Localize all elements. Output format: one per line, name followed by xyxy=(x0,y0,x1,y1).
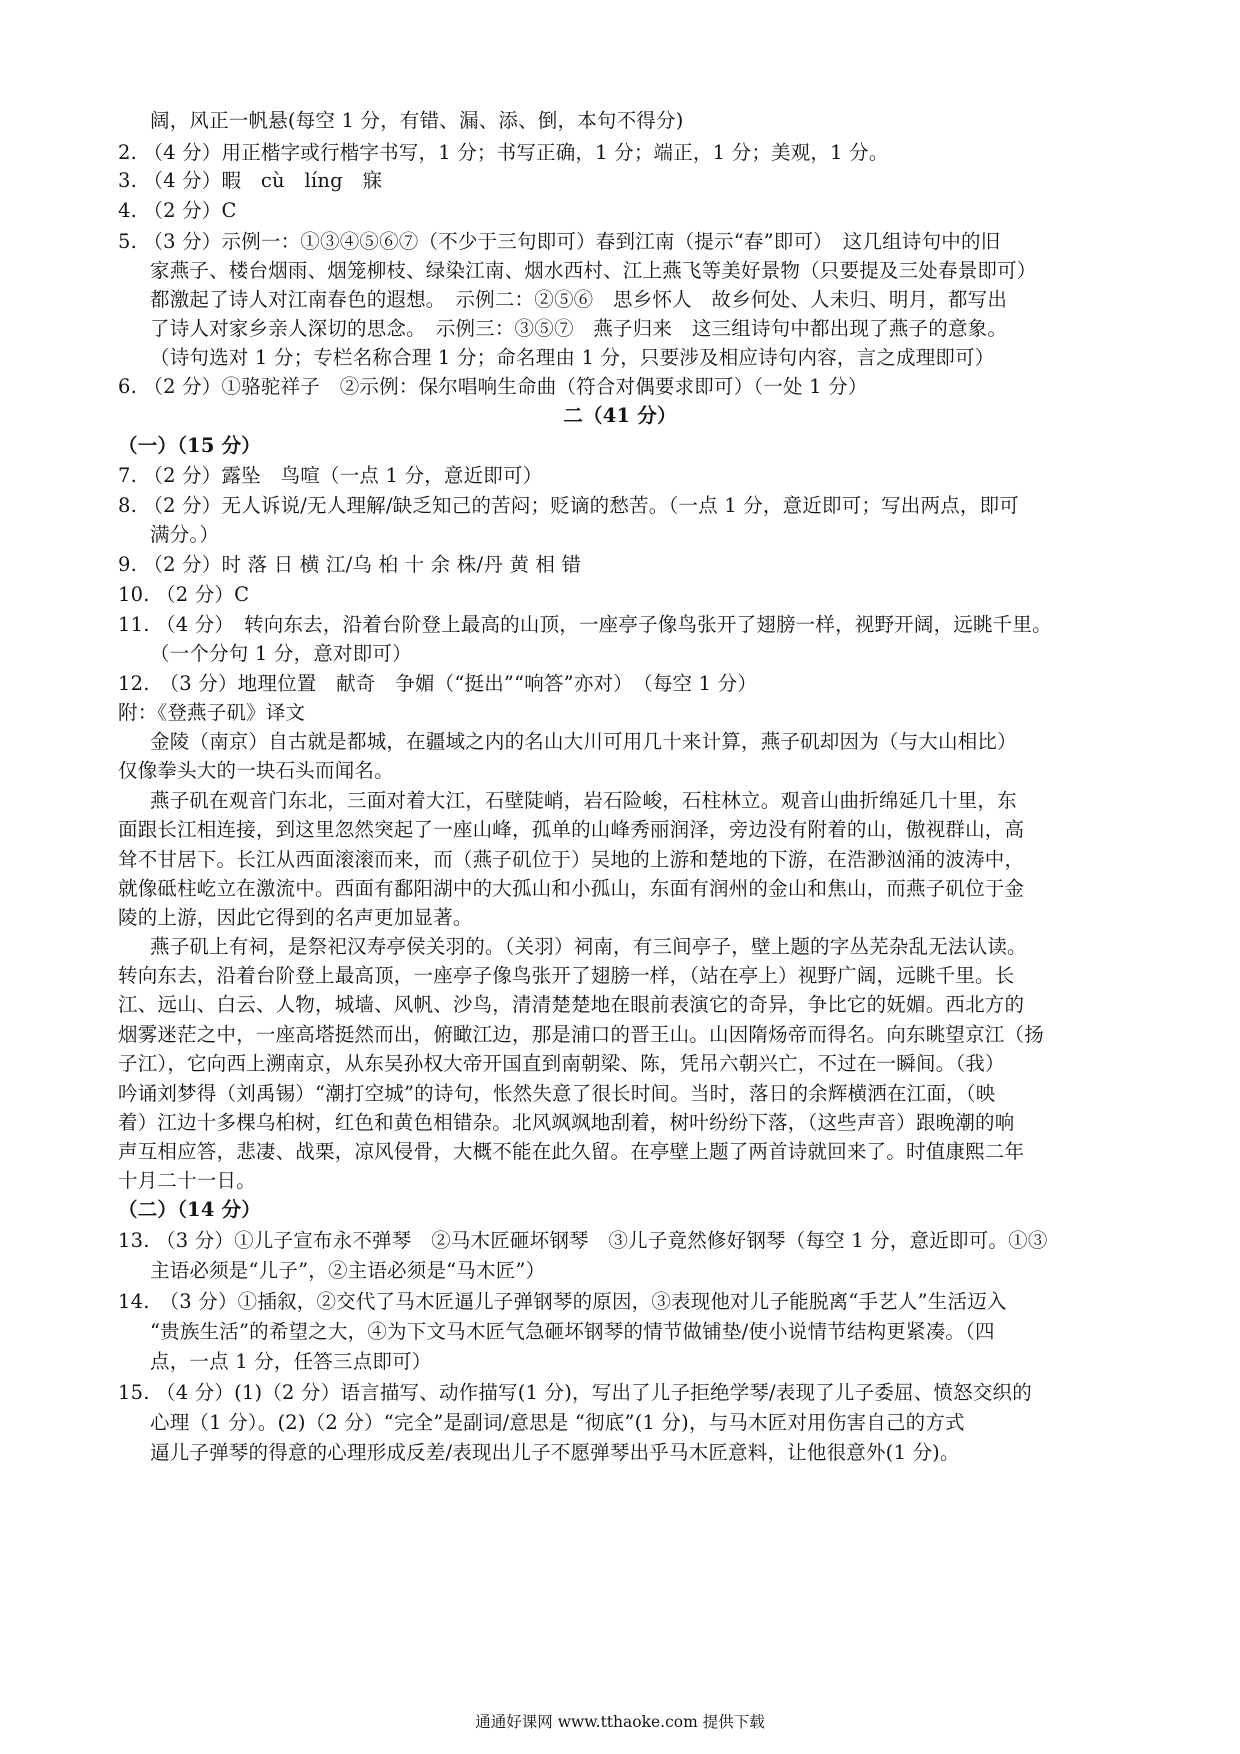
translation-p2-line-1: 燕子矶在观音门东北，三面对着大江，石壁陡峭，岩石险峻，石柱林立。观音山曲折绵延几十里，东 xyxy=(150,789,1017,812)
translation-p2-line-2: 面跟长江相连接，到这里忽然突起了一座山峰，孤单的山峰秀丽润泽，旁边没有附着的山，傲视群山，高 xyxy=(118,818,1025,841)
q13-answer-line-2: 主语必须是“儿子”，②主语必须是“马木匠”） xyxy=(150,1259,546,1282)
translation-p2-line-5: 陵的上游，因此它得到的名声更加显著。 xyxy=(118,906,473,929)
translation-p3-line-8: 声互相应答，悲凄、战栗，凉风侵骨，大概不能在此久留。在亭壁上题了两首诗就回来了。时值康熙二年 xyxy=(118,1140,1025,1163)
translation-p3-line-3: 江、远山、白云、人物，城墙、风帆、沙鸟，清清楚楚地在眼前表演它的奇异，争比它的妩媚。西北方的 xyxy=(118,993,1025,1016)
q5-scoring-note: （诗句选对 1 分；专栏名称合理 1 分；命名理由 1 分，只要涉及相应诗句内容，言之成理即可） xyxy=(150,346,995,369)
translation-p3-line-7: 着）江边十多棵乌桕树，红色和黄色相错杂。北风飒飒地刮着，树叶纷纷下落，（这些声音）跟晚潮的响 xyxy=(118,1111,1015,1134)
translation-p1-line-1: 金陵（南京）自古就是都城，在疆域之内的名山大川可用几十来计算，燕子矶却因为（与大山相比） xyxy=(150,730,1017,753)
translation-heading: 附：《登燕子矶》译文 xyxy=(118,701,306,724)
q14-answer-line-1: 14. （3 分）①插叙，②交代了马木匠逼儿子弹钢琴的原因，③表现他对儿子能脱离“手艺人”生活迈入 xyxy=(118,1290,1007,1313)
q8-answer-line-2: 满分。） xyxy=(150,523,220,546)
q1-answer-continuation: 阔，风正一帆悬(每空 1 分，有错、漏、添、倒，本句不得分) xyxy=(150,109,684,132)
q5-answer-line-2: 家燕子、楼台烟雨、烟笼柳枝、绿染江南、烟水西村、江上燕飞等美好景物（只要提及三处春景即可） xyxy=(150,259,1037,282)
q9-answer: 9. （2 分）时 落 日 横 江/乌 桕 十 余 株/丹 黄 相 错 xyxy=(118,553,582,576)
q15-answer-line-1: 15. （4 分）(1)（2 分）语言描写、动作描写(1 分)，写出了儿子拒绝学琴/表现了儿子委屈、愤怒交织的 xyxy=(118,1381,1032,1404)
q14-answer-line-3: 点，一点 1 分，任答三点即可） xyxy=(150,1350,432,1373)
q5-answer-line-3: 都激起了诗人对江南春色的遐想。 示例二：②⑤⑥ 思乡怀人 故乡何处、人未归、明月，都写出 xyxy=(150,288,1008,311)
translation-p3-line-4: 烟雾迷茫之中，一座高塔挺然而出，俯瞰江边，那是浦口的晋王山。山因隋炀帝而得名。向东眺望京江（扬 xyxy=(118,1023,1044,1046)
q14-answer-line-2: “贵族生活”的希望之大，④为下文马木匠气急砸坏钢琴的情节做铺垫/使小说情节结构更紧凑。（四 xyxy=(150,1320,995,1343)
q8-answer-line-1: 8. （2 分）无人诉说/无人理解/缺乏知己的苦闷；贬谪的愁苦。（一点 1 分，意近即可；写出两点，即可 xyxy=(118,494,1020,517)
q12-answer: 12. （3 分）地理位置 献奇 争媚（“挺出”“响答”亦对） （每空 1 分） xyxy=(118,672,758,695)
q7-answer: 7. （2 分）露坠 鸟喧（一点 1 分，意近即可） xyxy=(118,464,543,487)
translation-p2-line-3: 耸不甘居下。长江从西面滚滚而来，而（燕子矶位于）吴地的上游和楚地的下游，在浩渺汹涌的波涛中， xyxy=(118,848,1025,871)
q15-answer-line-2: 心理（1 分）。(2)（2 分）“完全”是副词/意思是 “彻底”(1 分)，与马木匠对用伤害自己的方式 xyxy=(150,1411,965,1434)
q6-answer: 6. （2 分）①骆驼祥子 ②示例：保尔唱响生命曲（符合对偶要求即可）（一处 1 分） xyxy=(118,375,868,398)
q11-answer-line-2: （一个分句 1 分，意对即可） xyxy=(150,642,412,665)
translation-p3-line-5: 子江），它向西上溯南京，从东吴孙权大帝开国直到南朝梁、陈，凭吊六朝兴亡，不过在一瞬间。（我） xyxy=(118,1052,1005,1075)
part-1-heading: （一）（15 分） xyxy=(118,434,261,457)
page-footer: 通通好课网 www.tthaoke.com 提供下载 xyxy=(475,1713,765,1731)
q10-answer: 10. （2 分）C xyxy=(118,583,250,606)
part-2-heading: （二）（14 分） xyxy=(118,1198,261,1221)
translation-p3-line-2: 转向东去，沿着台阶登上最高顶，一座亭子像鸟张开了翅膀一样，（站在亭上）视野广阔，远眺千里。长 xyxy=(118,964,1015,987)
translation-p3-line-1: 燕子矶上有祠，是祭祀汉寿亭侯关羽的。（关羽）祠南，有三间亭子，壁上题的字丛芜杂乱无法认读。 xyxy=(150,935,1027,958)
q2-answer: 2. （4 分）用正楷字或行楷字书写，1 分；书写正确，1 分；端正，1 分；美观，1 分。 xyxy=(118,141,889,164)
q3-answer: 3. （4 分）暇 cù líng 寐 xyxy=(118,169,383,192)
translation-p3-line-6: 吟诵刘梦得（刘禹锡）“潮打空城”的诗句，怅然失意了很长时间。当时，落日的余辉横洒在江面，（映 xyxy=(118,1082,996,1105)
q5-answer-line-4: 了诗人对家乡亲人深切的思念。 示例三：③⑤⑦ 燕子归来 这三组诗句中都出现了燕子的意象。 xyxy=(150,317,1008,340)
q11-answer-line-1: 11. （4 分） 转向东去，沿着台阶登上最高的山顶，一座亭子像鸟张开了翅膀一样，视野开阔，远眺千里。 xyxy=(118,613,1052,636)
q13-answer-line-1: 13. （3 分）①儿子宣布永不弹琴 ②马木匠砸坏钢琴 ③儿子竟然修好钢琴（每空 1 分，意近即可。①③ xyxy=(118,1229,1048,1252)
section-2-heading: 二（41 分） xyxy=(563,404,677,427)
translation-p3-line-9: 十月二十一日。 xyxy=(118,1169,256,1192)
translation-p2-line-4: 就像砥柱屹立在激流中。西面有鄱阳湖中的大孤山和小孤山，东面有润州的金山和焦山，而燕子矶位于金 xyxy=(118,877,1025,900)
q4-answer: 4. （2 分）C xyxy=(118,199,237,222)
q5-answer-line-1: 5. （3 分）示例一：①③④⑤⑥⑦（不少于三句即可）春到江南（提示“春”即可） 这几组诗句中的旧 xyxy=(118,230,1001,253)
translation-p1-line-2: 仅像拳头大的一块石头而闻名。 xyxy=(118,759,394,782)
q15-answer-line-3: 逼儿子弹琴的得意的心理形成反差/表现出儿子不愿弹琴出乎马木匠意料，让他很意外(1 分)。 xyxy=(150,1441,960,1464)
